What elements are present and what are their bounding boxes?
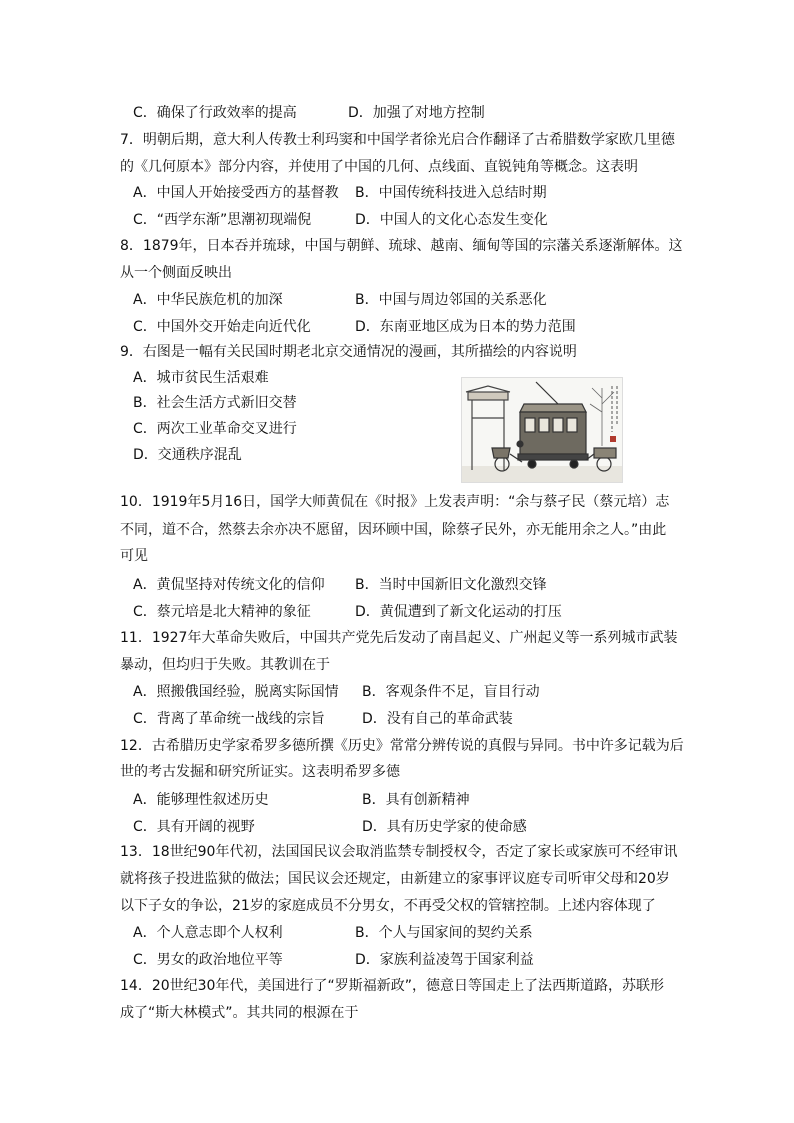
q11-option-b: B．客观条件不足，盲目行动 [362,684,540,700]
q7-option-c: C．“西学东渐”思潮初现端倪 [133,212,312,228]
q10-option-a: A．黄侃坚持对传统文化的信仰 [133,577,325,593]
q8-option-a: A．中华民族危机的加深 [133,292,283,308]
q8-option-c: C．中国外交开始走向近代化 [133,319,311,335]
q7-option-b: B．中国传统科技进入总结时期 [355,185,547,201]
q12-stem-line2: 世的考古发掘和研究所证实。这表明希罗多德 [120,764,400,780]
q9-option-c: C．两次工业革命交叉进行 [133,421,297,437]
q13-option-c: C．男女的政治地位平等 [133,952,283,968]
q13-stem-line1: 13．18世纪90年代初，法国国民议会取消监禁专制授权令，否定了家长或家族可不经审讯 [120,844,678,860]
q11-option-a: A．照搬俄国经验，脱离实际国情 [133,684,339,700]
q12-option-c: C．具有开阔的视野 [133,819,255,835]
q8-option-b: B．中国与周边邻国的关系恶化 [355,292,547,308]
q7-option-a: A．中国人开始接受西方的基督教 [133,185,339,201]
q9-option-d: D．交通秩序混乱 [133,447,242,463]
q13-stem-line3: 以下子女的争讼，21岁的家庭成员不分男女，不再受父权的管辖控制。上述内容体现了 [120,898,656,914]
q12-stem-line1: 12．古希腊历史学家希罗多德所撰《历史》常常分辨传说的真假与异同。书中许多记载为后 [120,738,684,754]
q10-stem-line2: 不同，道不合，然蔡去余亦决不愿留，因环顾中国，除蔡孑民外，亦无能用余之人。”由此 [120,522,667,538]
q10-option-d: D．黄侃遭到了新文化运动的打压 [355,604,562,620]
q13-stem-line2: 就将孩子投进监狱的做法；国民议会还规定，由新建立的家事评议庭专司听审父母和20岁 [120,871,670,887]
q9-option-a: A．城市贫民生活艰难 [133,370,269,386]
q11-option-d: D．没有自己的革命武装 [362,711,513,727]
q13-option-a: A．个人意志即个人权利 [133,925,283,941]
q7-stem-line1: 7．明朝后期，意大利人传教士利玛窦和中国学者徐光启合作翻译了古希腊数学家欧几里德 [120,132,675,148]
q7-stem-line2: 的《几何原本》部分内容，并使用了中国的几何、点线面、直锐钝角等概念。这表明 [120,159,638,175]
q10-stem-line3: 可见 [120,548,148,564]
q11-stem-line2: 暴动，但均归于失败。其教训在于 [120,657,330,673]
q10-option-b: B．当时中国新旧文化激烈交锋 [355,577,547,593]
q9-option-b: B．社会生活方式新旧交替 [133,395,297,411]
beijing-tram-cartoon [461,377,623,483]
q11-stem-line1: 11．1927年大革命失败后，中国共产党先后发动了南昌起义、广州起义等一系列城市武装 [120,630,678,646]
q14-stem-line1: 14．20世纪30年代，美国进行了“罗斯福新政”，德意日等国走上了法西斯道路，苏联形 [120,978,664,994]
q9-stem: 9．右图是一幅有关民国时期老北京交通情况的漫画，其所描绘的内容说明 [120,344,577,360]
q6-option-c: C．确保了行政效率的提高 [133,105,297,121]
q12-option-b: B．具有创新精神 [362,792,470,808]
q11-option-c: C．背离了革命统一战线的宗旨 [133,711,325,727]
q10-option-c: C．蔡元培是北大精神的象征 [133,604,311,620]
q8-option-d: D．东南亚地区成为日本的势力范围 [355,319,576,335]
q13-option-d: D．家族利益凌驾于国家利益 [355,952,534,968]
q14-stem-line2: 成了“斯大林模式”。其共同的根源在于 [120,1005,359,1021]
q12-option-d: D．具有历史学家的使命感 [362,819,527,835]
q10-stem-line1: 10．1919年5月16日，国学大师黄侃在《时报》上发表声明：“余与蔡孑民（蔡元培）志 [120,494,670,510]
q8-stem-line1: 8．1879年，日本吞并琉球，中国与朝鲜、琉球、越南、缅甸等国的宗藩关系逐渐解体。这 [120,238,683,254]
q12-option-a: A．能够理性叙述历史 [133,792,269,808]
q13-option-b: B．个人与国家间的契约关系 [355,925,533,941]
q8-stem-line2: 从一个侧面反映出 [120,265,232,281]
q7-option-d: D．中国人的文化心态发生变化 [355,212,548,228]
q6-option-d: D．加强了对地方控制 [348,105,485,121]
